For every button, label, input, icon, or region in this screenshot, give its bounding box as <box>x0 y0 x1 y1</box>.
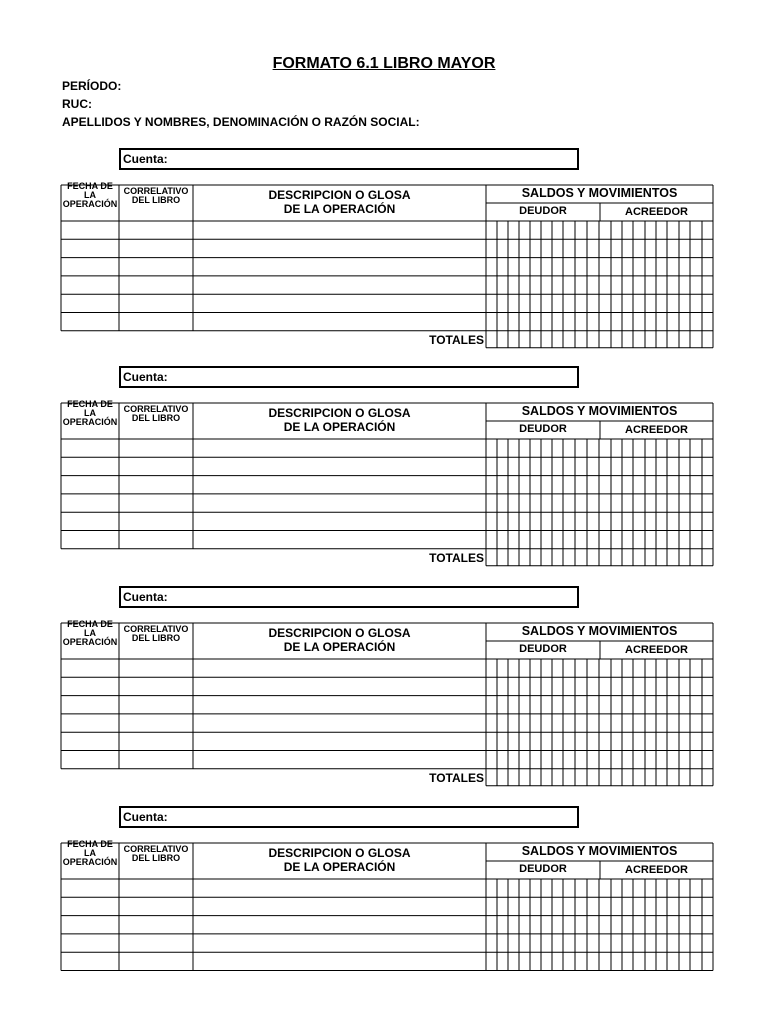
fecha-header: FECHA DE LA OPERACIÓN <box>62 400 118 427</box>
cuenta-field[interactable]: Cuenta: <box>119 586 579 608</box>
ruc-label: RUC: <box>62 97 92 111</box>
acreedor-header: ACREEDOR <box>625 644 688 656</box>
saldos-header: SALDOS Y MOVIMIENTOS <box>521 186 678 200</box>
saldos-header: SALDOS Y MOVIMIENTOS <box>521 844 678 858</box>
acreedor-header: ACREEDOR <box>625 424 688 436</box>
correlativo-header: CORRELATIVO DEL LIBRO <box>123 405 189 423</box>
fecha-header: FECHA DE LA OPERACIÓN <box>62 182 118 209</box>
correlativo-header: CORRELATIVO DEL LIBRO <box>123 187 189 205</box>
periodo-label: PERÍODO: <box>62 79 122 93</box>
cuenta-field[interactable]: Cuenta: <box>119 806 579 828</box>
totales-label: TOTALES <box>429 770 484 785</box>
fecha-header: FECHA DE LA OPERACIÓN <box>62 840 118 867</box>
descripcion-header: DESCRIPCION O GLOSA DE LA OPERACIÓN <box>268 846 411 874</box>
acreedor-header: ACREEDOR <box>625 864 688 876</box>
razon-social-label: APELLIDOS Y NOMBRES, DENOMINACIÓN O RAZÓN SOCIAL: <box>62 115 420 129</box>
deudor-header: DEUDOR <box>519 863 567 875</box>
correlativo-header: CORRELATIVO DEL LIBRO <box>123 625 189 643</box>
saldos-header: SALDOS Y MOVIMIENTOS <box>521 624 678 638</box>
cuenta-field[interactable]: Cuenta: <box>119 148 579 170</box>
totales-label: TOTALES <box>429 332 484 347</box>
descripcion-header: DESCRIPCION O GLOSA DE LA OPERACIÓN <box>268 626 411 654</box>
cuenta-field[interactable]: Cuenta: <box>119 366 579 388</box>
deudor-header: DEUDOR <box>519 643 567 655</box>
document-title: FORMATO 6.1 LIBRO MAYOR <box>272 55 496 72</box>
descripcion-header: DESCRIPCION O GLOSA DE LA OPERACIÓN <box>268 188 411 216</box>
totales-label: TOTALES <box>429 550 484 565</box>
deudor-header: DEUDOR <box>519 205 567 217</box>
saldos-header: SALDOS Y MOVIMIENTOS <box>521 404 678 418</box>
correlativo-header: CORRELATIVO DEL LIBRO <box>123 845 189 863</box>
deudor-header: DEUDOR <box>519 423 567 435</box>
fecha-header: FECHA DE LA OPERACIÓN <box>62 620 118 647</box>
descripcion-header: DESCRIPCION O GLOSA DE LA OPERACIÓN <box>268 406 411 434</box>
acreedor-header: ACREEDOR <box>625 206 688 218</box>
